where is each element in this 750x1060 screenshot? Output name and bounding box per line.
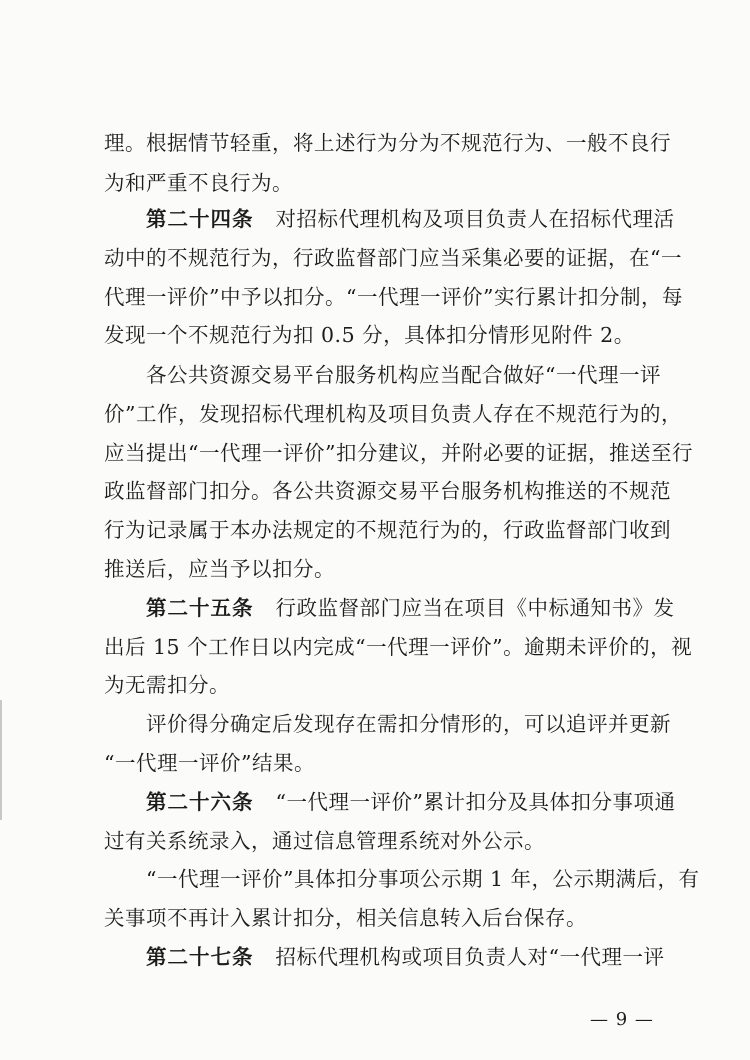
article-heading: 第二十七条 — [146, 945, 254, 969]
line-text: 动中的不规范行为，行政监督部门应当采集必要的证据，在“一 — [104, 246, 682, 270]
line-text: 为无需扣分。 — [104, 673, 230, 697]
text-line — [104, 318, 656, 352]
line-text: 为和严重不良行为。 — [104, 171, 293, 195]
line-text: “一代理一评价”结果。 — [104, 751, 315, 775]
line-text: 发现一个不规范行为扣 0.5 分，具体扣分情形见附件 2。 — [104, 323, 635, 347]
line-text: 出后 15 个工作日以内完成“一代理一评价”。逾期未评价的，视 — [104, 635, 693, 659]
line-text: 推送后，应当予以扣分。 — [104, 557, 335, 581]
text-line — [104, 280, 683, 314]
text-line — [104, 166, 656, 200]
text-line — [104, 241, 682, 275]
text-line — [104, 552, 656, 586]
article-26-line — [146, 785, 676, 819]
text-line — [104, 397, 682, 431]
text-line — [104, 746, 656, 780]
article-heading: 第二十四条 — [146, 207, 254, 231]
line-text: 应当提出“一代理一评价”扣分建议，并附必要的证据，推送至行 — [104, 441, 693, 465]
line-text: 价”工作，发现招标代理机构及项目负责人存在不规范行为的， — [104, 402, 682, 426]
line-text: 行政监督部门应当在项目《中标通知书》发 — [275, 596, 675, 620]
line-text: 行为记录属于本办法规定的不规范行为的，行政监督部门收到 — [104, 518, 671, 542]
text-line — [104, 668, 656, 702]
text-line — [104, 474, 671, 508]
text-line — [104, 126, 671, 160]
line-text: 各公共资源交易平台服务机构应当配合做好“一代理一评 — [146, 363, 661, 387]
line-text: 过有关系统录入，通过信息管理系统对外公示。 — [104, 829, 545, 853]
article-24-line — [146, 202, 675, 236]
article-heading: 第二十五条 — [146, 596, 254, 620]
page-number: — 9 — — [590, 1009, 654, 1030]
line-text: 招标代理机构或项目负责人对“一代理一评 — [275, 945, 665, 969]
article-27-line — [146, 940, 665, 974]
text-line — [146, 862, 700, 896]
text-line — [146, 358, 661, 392]
line-text: 理。根据情节轻重，将上述行为分为不规范行为、一般不良行 — [104, 131, 671, 155]
text-line — [104, 901, 656, 935]
text-line — [104, 630, 693, 664]
line-text: 代理一评价”中予以扣分。“一代理一评价”实行累计扣分制，每 — [104, 285, 683, 309]
text-line — [146, 707, 671, 741]
line-text: 关事项不再计入累计扣分，相关信息转入后台保存。 — [104, 906, 587, 930]
line-text: 评价得分确定后发现存在需扣分情形的，可以追评并更新 — [146, 712, 671, 736]
text-line — [104, 824, 656, 858]
article-heading: 第二十六条 — [146, 790, 254, 814]
text-line — [104, 436, 693, 470]
article-25-line — [146, 591, 675, 625]
line-text: “一代理一评价”累计扣分及具体扣分事项通 — [275, 790, 676, 814]
line-text: “一代理一评价”具体扣分事项公示期 1 年，公示期满后，有 — [146, 867, 700, 891]
text-line — [104, 513, 671, 547]
scan-edge-mark — [0, 700, 2, 820]
line-text: 对招标代理机构及项目负责人在招标代理活 — [275, 207, 675, 231]
line-text: 政监督部门扣分。各公共资源交易平台服务机构推送的不规范 — [104, 479, 671, 503]
